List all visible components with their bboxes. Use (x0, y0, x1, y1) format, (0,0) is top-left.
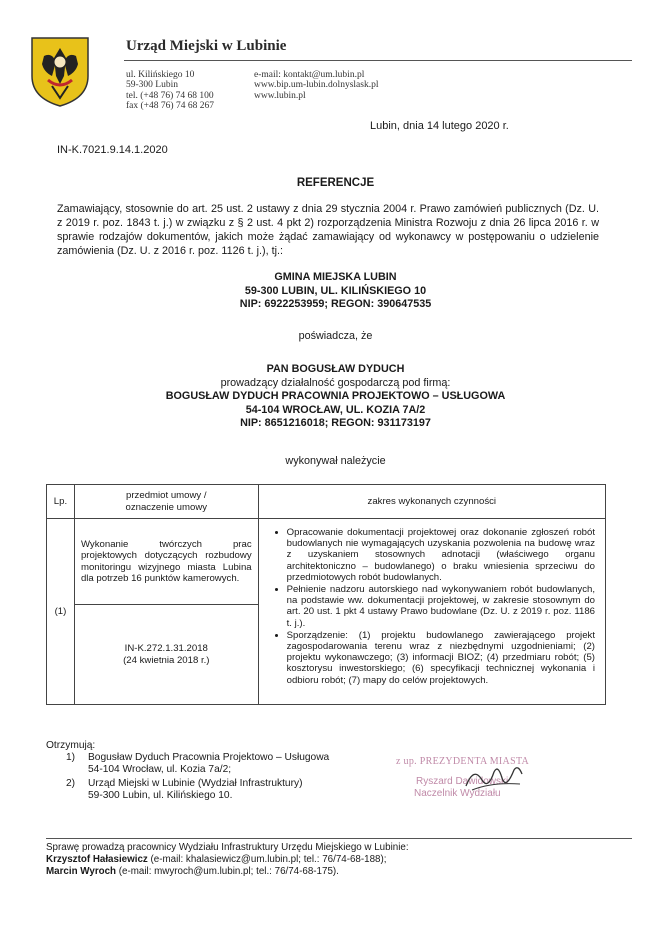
intro-paragraph: Zamawiający, stosownie do art. 25 ust. 2 ustawy z dnia 29 stycznia 2004 r. Prawo zamówień publicznych (Dz. U. z 2019 r. poz. 1843 t. j.) w związku z § 2 ust. 4 pkt 2) rozporządzenia Ministra Rozwoju z dnia 26 lipca 2016 r. w sprawie rodzajów dokumentów, jakich może żądać zamawiający od wykonawcy w postępowaniu o udzielenie zamówienia (Dz. U. z 2016 r. poz. 1126 t. j.), tj.: (57, 203, 599, 257)
recipients-label: Otrzymują: (46, 740, 96, 751)
address-line: ul. Kilińskiego 10 (126, 70, 195, 80)
stamp-name: Ryszard Dawidowski (416, 776, 509, 787)
office-contact (254, 70, 378, 101)
recipient-line1: Bogusław Dyduch Pracownia Projektowo – Usługowa (88, 752, 330, 763)
header-subject-line1: przedmiot umowy / (126, 489, 207, 501)
recipient-item (66, 778, 302, 803)
footer-person-contact: (e-mail: mwyroch@um.lubin.pl; tel.: 76/74-68-175). (116, 866, 339, 877)
client-ids: NIP: 6922253959; REGON: 390647535 (239, 298, 432, 310)
date-line: Lubin, dnia 14 lutego 2020 r. (370, 120, 509, 132)
contact-email: e-mail: kontakt@um.lubin.pl (254, 70, 365, 80)
document-sign-number: IN-K.7021.9.14.1.2020 (57, 144, 168, 156)
handwritten-signature (462, 760, 526, 796)
performed-line: wykonywał należycie (285, 455, 386, 467)
row-contract (74, 605, 258, 705)
stamp-authority: z up. PREZYDENTA MIASTA (396, 756, 530, 767)
reference-table (46, 484, 606, 705)
recipient-number: 2) (66, 778, 76, 789)
header-subject (74, 485, 258, 519)
contractor-block (0, 363, 671, 431)
footer-block (46, 842, 409, 878)
address-line: tel. (+48 76) 74 68 100 (126, 90, 214, 101)
contractor-address: 54-104 WROCŁAW, UL. KOZIA 7A/2 (245, 403, 426, 416)
row-scope (258, 519, 605, 705)
scope-item: • Sporządzenie: (1) projektu budowlanego zawierającego projekt zagospodarowania terenu wraz z niezbędnymi uzgodnieniami; (2) projektu wykonawczego; (3) informacji BIOZ; (4) przedmiaru robót; (5) kosztorysu inwestorskiego; (6) specyfikacji technicznej wykonania i odbioru robót; (7) mapy do celów projektowych. (287, 630, 595, 686)
header-lp: Lp. (47, 485, 75, 519)
contractor-person: PAN BOGUSŁAW DYDUCH (266, 363, 405, 375)
office-address (126, 70, 214, 112)
contractor-company: BOGUSŁAW DYDUCH PRACOWNIA PROJEKTOWO – USŁUGOWA (165, 390, 506, 402)
document-title: REFERENCJE (296, 177, 375, 189)
contract-date: (24 kwietnia 2018 r.) (123, 654, 210, 666)
scope-item: • Opracowanie dokumentacji projektowej oraz dokonanie zgłoszeń robót budowlanych nie wymagających uzyskania pozwolenia na budowę wraz z uzyskaniem stosownych adnotacji (właściwego organu architektoniczno – budowlanego) o braku wniesienia sprzeciwu do przedmiotowych robót budowlanych. (287, 527, 595, 583)
footer-divider (46, 838, 632, 839)
header-scope: zakres wykonanych czynności (258, 485, 605, 519)
header-divider (124, 60, 632, 61)
certifies-line: poświadcza, że (298, 330, 373, 342)
contractor-ids: NIP: 8651216018; REGON: 931173197 (240, 417, 431, 429)
address-line: fax (+48 76) 74 68 267 (126, 101, 214, 112)
row-lp: (1) (47, 519, 75, 705)
contractor-role: prowadzący działalność gospodarczą pod firmą: (220, 376, 451, 389)
footer-person-name: Marcin Wyroch (46, 866, 117, 877)
table-row (47, 519, 606, 605)
contact-bip: www.bip.um-lubin.dolnyslask.pl (254, 80, 379, 91)
recipient-line1: Urząd Miejski w Lubinie (Wydział Infrastruktury) (88, 778, 303, 789)
contract-number: IN-K.272.1.31.2018 (124, 643, 208, 654)
client-block (0, 271, 671, 312)
scope-item: • Pełnienie nadzoru autorskiego nad wykonywaniem robót budowlanych, na podstawie ww. dokumentacji projektowej, w zakresie stosownym do art. 20 ust. 1 pkt 4 ustawy Prawo budowlane (Dz. U. z 2019 r. poz. 1186 t. j.). (287, 584, 595, 629)
contact-www: www.lubin.pl (254, 90, 306, 101)
recipient-line2: 59-300 Lubin, ul. Kilińskiego 10. (88, 790, 233, 802)
recipient-line2: 54-104 Wrocław, ul. Kozia 7a/2; (88, 764, 232, 776)
stamp-title: Naczelnik Wydziału (414, 788, 501, 799)
recipient-item (66, 752, 329, 777)
client-address: 59-300 LUBIN, UL. KILIŃSKIEGO 10 (244, 284, 427, 297)
recipient-number: 1) (66, 752, 76, 763)
table-header-row (47, 485, 606, 519)
office-name: Urząd Miejski w Lubinie (126, 38, 287, 54)
header-subject-line2: oznaczenie umowy (125, 501, 208, 513)
address-line: 59-300 Lubin (126, 80, 178, 91)
city-crest-logo (30, 36, 90, 108)
footer-person-name: Krzysztof Hałasiewicz (46, 854, 148, 865)
footer-intro: Sprawę prowadzą pracownicy Wydziału Infrastruktury Urzędu Miejskiego w Lubinie: (46, 842, 409, 853)
client-name: GMINA MIEJSKA LUBIN (274, 271, 397, 283)
row-subject: Wykonanie twórczych prac projektowych dotyczących rozbudowy monitoringu wizyjnego miasta Lubina dla potrzeb 16 punktów kamerowych. (74, 519, 258, 605)
footer-person-contact: (e-mail: khalasiewicz@um.lubin.pl; tel.: 76/74-68-188); (147, 854, 387, 865)
